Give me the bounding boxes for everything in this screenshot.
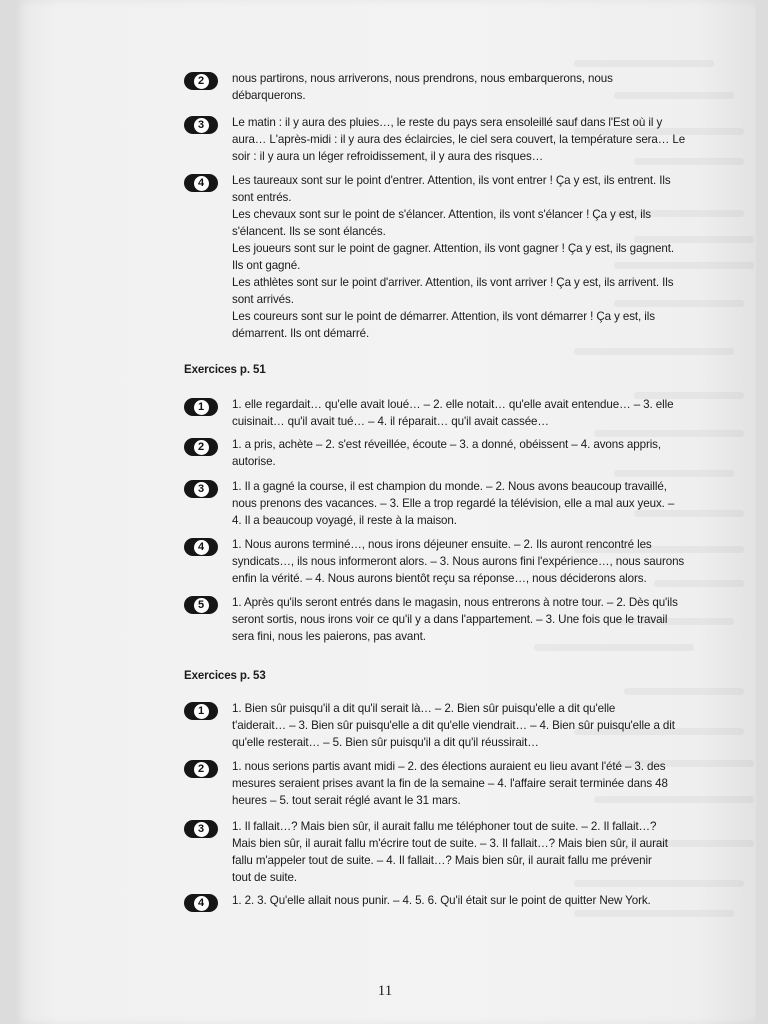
section-heading: Exercices p. 51 (184, 364, 266, 376)
exercise-number: 5 (194, 598, 209, 613)
answer-line: sont arrivés. (232, 293, 294, 306)
answer-line: Le matin : il y aura des pluies…, le reste du pays sera ensoleillé sauf dans l'Est où il y (232, 116, 663, 129)
answer-text (232, 700, 704, 751)
answer-line: Les taureaux sont sur le point d'entrer. Attention, ils vont entrer ! Ça y est, ils entrent. Ils (232, 174, 671, 187)
bleed-through-stroke (574, 60, 714, 67)
exercise-number: 2 (194, 74, 209, 89)
answer-line: syndicats…, ils nous informeront alors. – 3. Nous aurons fini l'expérience…, nous saurons (232, 555, 685, 568)
answer-line: Les joueurs sont sur le point de gagner. Attention, ils vont gagner ! Ça y est, ils gagnent. (232, 242, 674, 255)
number-badge-icon (184, 538, 218, 556)
exercise-number: 4 (194, 176, 209, 191)
answer-line: Les athlètes sont sur le point d'arriver. Attention, ils vont arriver ! Ça y est, ils arrivent. Ils (232, 276, 674, 289)
number-badge-icon (184, 820, 218, 838)
answer-line: 1. Nous aurons terminé…, nous irons déjeuner ensuite. – 2. Ils auront rencontré les (232, 538, 652, 551)
answer-line: sera fini, nous les paierons, pas avant. (232, 630, 426, 643)
answer-line: cuisinait… qu'il avait tué… – 4. il réparait… qu'il avait cassée… (232, 415, 549, 428)
answer-line: Ils ont gagné. (232, 259, 301, 272)
answer-text (232, 758, 704, 809)
number-badge-icon (184, 894, 218, 912)
bleed-through-stroke (574, 910, 734, 917)
answer-text (232, 594, 704, 645)
answer-line: sont entrés. (232, 191, 292, 204)
answer-line: fallu m'appeler tout de suite. – 4. Il fallait…? Mais bien sûr, il aurait fallu me prévenir (232, 854, 652, 867)
answer-line: 4. Il a beaucoup voyagé, il reste à la maison. (232, 514, 457, 527)
answer-line: tout de suite. (232, 871, 297, 884)
page-number: 11 (377, 983, 393, 999)
answer-line: soir : il y aura un léger refroidissement, il y aura des risques… (232, 150, 544, 163)
exercise-number: 3 (194, 482, 209, 497)
answer-line: heures – 5. tout serait réglé avant le 31 mars. (232, 794, 461, 807)
number-badge-icon (184, 596, 218, 614)
answer-line: 1. Il fallait…? Mais bien sûr, il aurait fallu me téléphoner tout de suite. – 2. Il fallait…? (232, 820, 657, 833)
answer-line: qu'elle resterait… – 5. Bien sûr puisqu'il a dit qu'il réussirait… (232, 736, 539, 749)
answer-line: Mais bien sûr, il aurait fallu m'écrire tout de suite. – 3. Il fallait…? Mais bien sûr, il aurait (232, 837, 668, 850)
answer-line: débarquerons. (232, 89, 306, 102)
answer-text (232, 892, 704, 909)
bleed-through-stroke (614, 470, 734, 477)
answer-line: seront sortis, nous irons voir ce qu'il y a dans l'appartement. – 3. Une fois que le travail (232, 613, 668, 626)
exercise-number: 4 (194, 540, 209, 555)
answer-line: aura… L'après-midi : il y aura des éclaircies, le ciel sera couvert, la température sera… Le (232, 133, 686, 146)
answer-line: 1. Il a gagné la course, il est champion du monde. – 2. Nous avons beaucoup travaillé, (232, 480, 667, 493)
exercise-number: 1 (194, 400, 209, 415)
exercise-number: 2 (194, 762, 209, 777)
number-badge-icon (184, 438, 218, 456)
answer-text (232, 478, 704, 529)
answer-text (232, 114, 704, 165)
number-badge-icon (184, 480, 218, 498)
exercise-number: 4 (194, 896, 209, 911)
exercise-number: 2 (194, 440, 209, 455)
answer-text (232, 70, 704, 104)
exercise-number: 3 (194, 118, 209, 133)
answer-line: 1. Bien sûr puisqu'il a dit qu'il serait là… – 2. Bien sûr puisqu'elle a dit qu'elle (232, 702, 616, 715)
page-sheet (14, 0, 756, 1024)
answer-line: nous prenons des vacances. – 3. Elle a trop regardé la télévision, elle a mal aux yeux. – (232, 497, 675, 510)
answer-line: 1. elle regardait… qu'elle avait loué… – 2. elle notait… qu'elle avait entendue… – 3. elle (232, 398, 674, 411)
answer-line: t'aiderait… – 3. Bien sûr puisqu'elle a dit qu'elle viendrait… – 4. Bien sûr puisqu'elle a dit (232, 719, 675, 732)
number-badge-icon (184, 174, 218, 192)
answer-text (232, 396, 704, 430)
answer-line: s'élancent. Ils se sont élancés. (232, 225, 386, 238)
section-heading: Exercices p. 53 (184, 670, 266, 682)
number-badge-icon (184, 398, 218, 416)
bleed-through-stroke (624, 688, 744, 695)
answer-line: mesures seraient prises avant la fin de la semaine – 4. l'affaire serait terminée dans 48 (232, 777, 668, 790)
answer-line: 1. a pris, achète – 2. s'est réveillée, écoute – 3. a donné, obéissent – 4. avons appris, (232, 438, 661, 451)
answer-text (232, 172, 704, 342)
answer-text (232, 436, 704, 470)
answer-line: 1. 2. 3. Qu'elle allait nous punir. – 4. 5. 6. Qu'il était sur le point de quitter New York. (232, 894, 651, 907)
answer-text (232, 818, 704, 886)
number-badge-icon (184, 760, 218, 778)
answer-line: Les coureurs sont sur le point de démarrer. Attention, ils vont démarrer ! Ça y est, ils (232, 310, 655, 323)
number-badge-icon (184, 72, 218, 90)
exercise-number: 1 (194, 704, 209, 719)
answer-text (232, 536, 704, 587)
answer-line: Les chevaux sont sur le point de s'élancer. Attention, ils vont s'élancer ! Ça y est, ils (232, 208, 651, 221)
bleed-through-stroke (574, 348, 734, 355)
number-badge-icon (184, 702, 218, 720)
answer-line: autorise. (232, 455, 276, 468)
answer-line: démarrent. Ils ont démarré. (232, 327, 370, 340)
answer-line: enfin la vérité. – 4. Nous aurons bientôt reçu sa réponse…, nous déciderons alors. (232, 572, 647, 585)
answer-line: 1. Après qu'ils seront entrés dans le magasin, nous entrerons à notre tour. – 2. Dès qu'ils (232, 596, 678, 609)
exercise-number: 3 (194, 822, 209, 837)
answer-line: nous partirons, nous arriverons, nous prendrons, nous embarquerons, nous (232, 72, 613, 85)
number-badge-icon (184, 116, 218, 134)
answer-line: 1. nous serions partis avant midi – 2. des élections auraient eu lieu avant l'été – 3. des (232, 760, 666, 773)
bleed-through-stroke (534, 644, 694, 651)
